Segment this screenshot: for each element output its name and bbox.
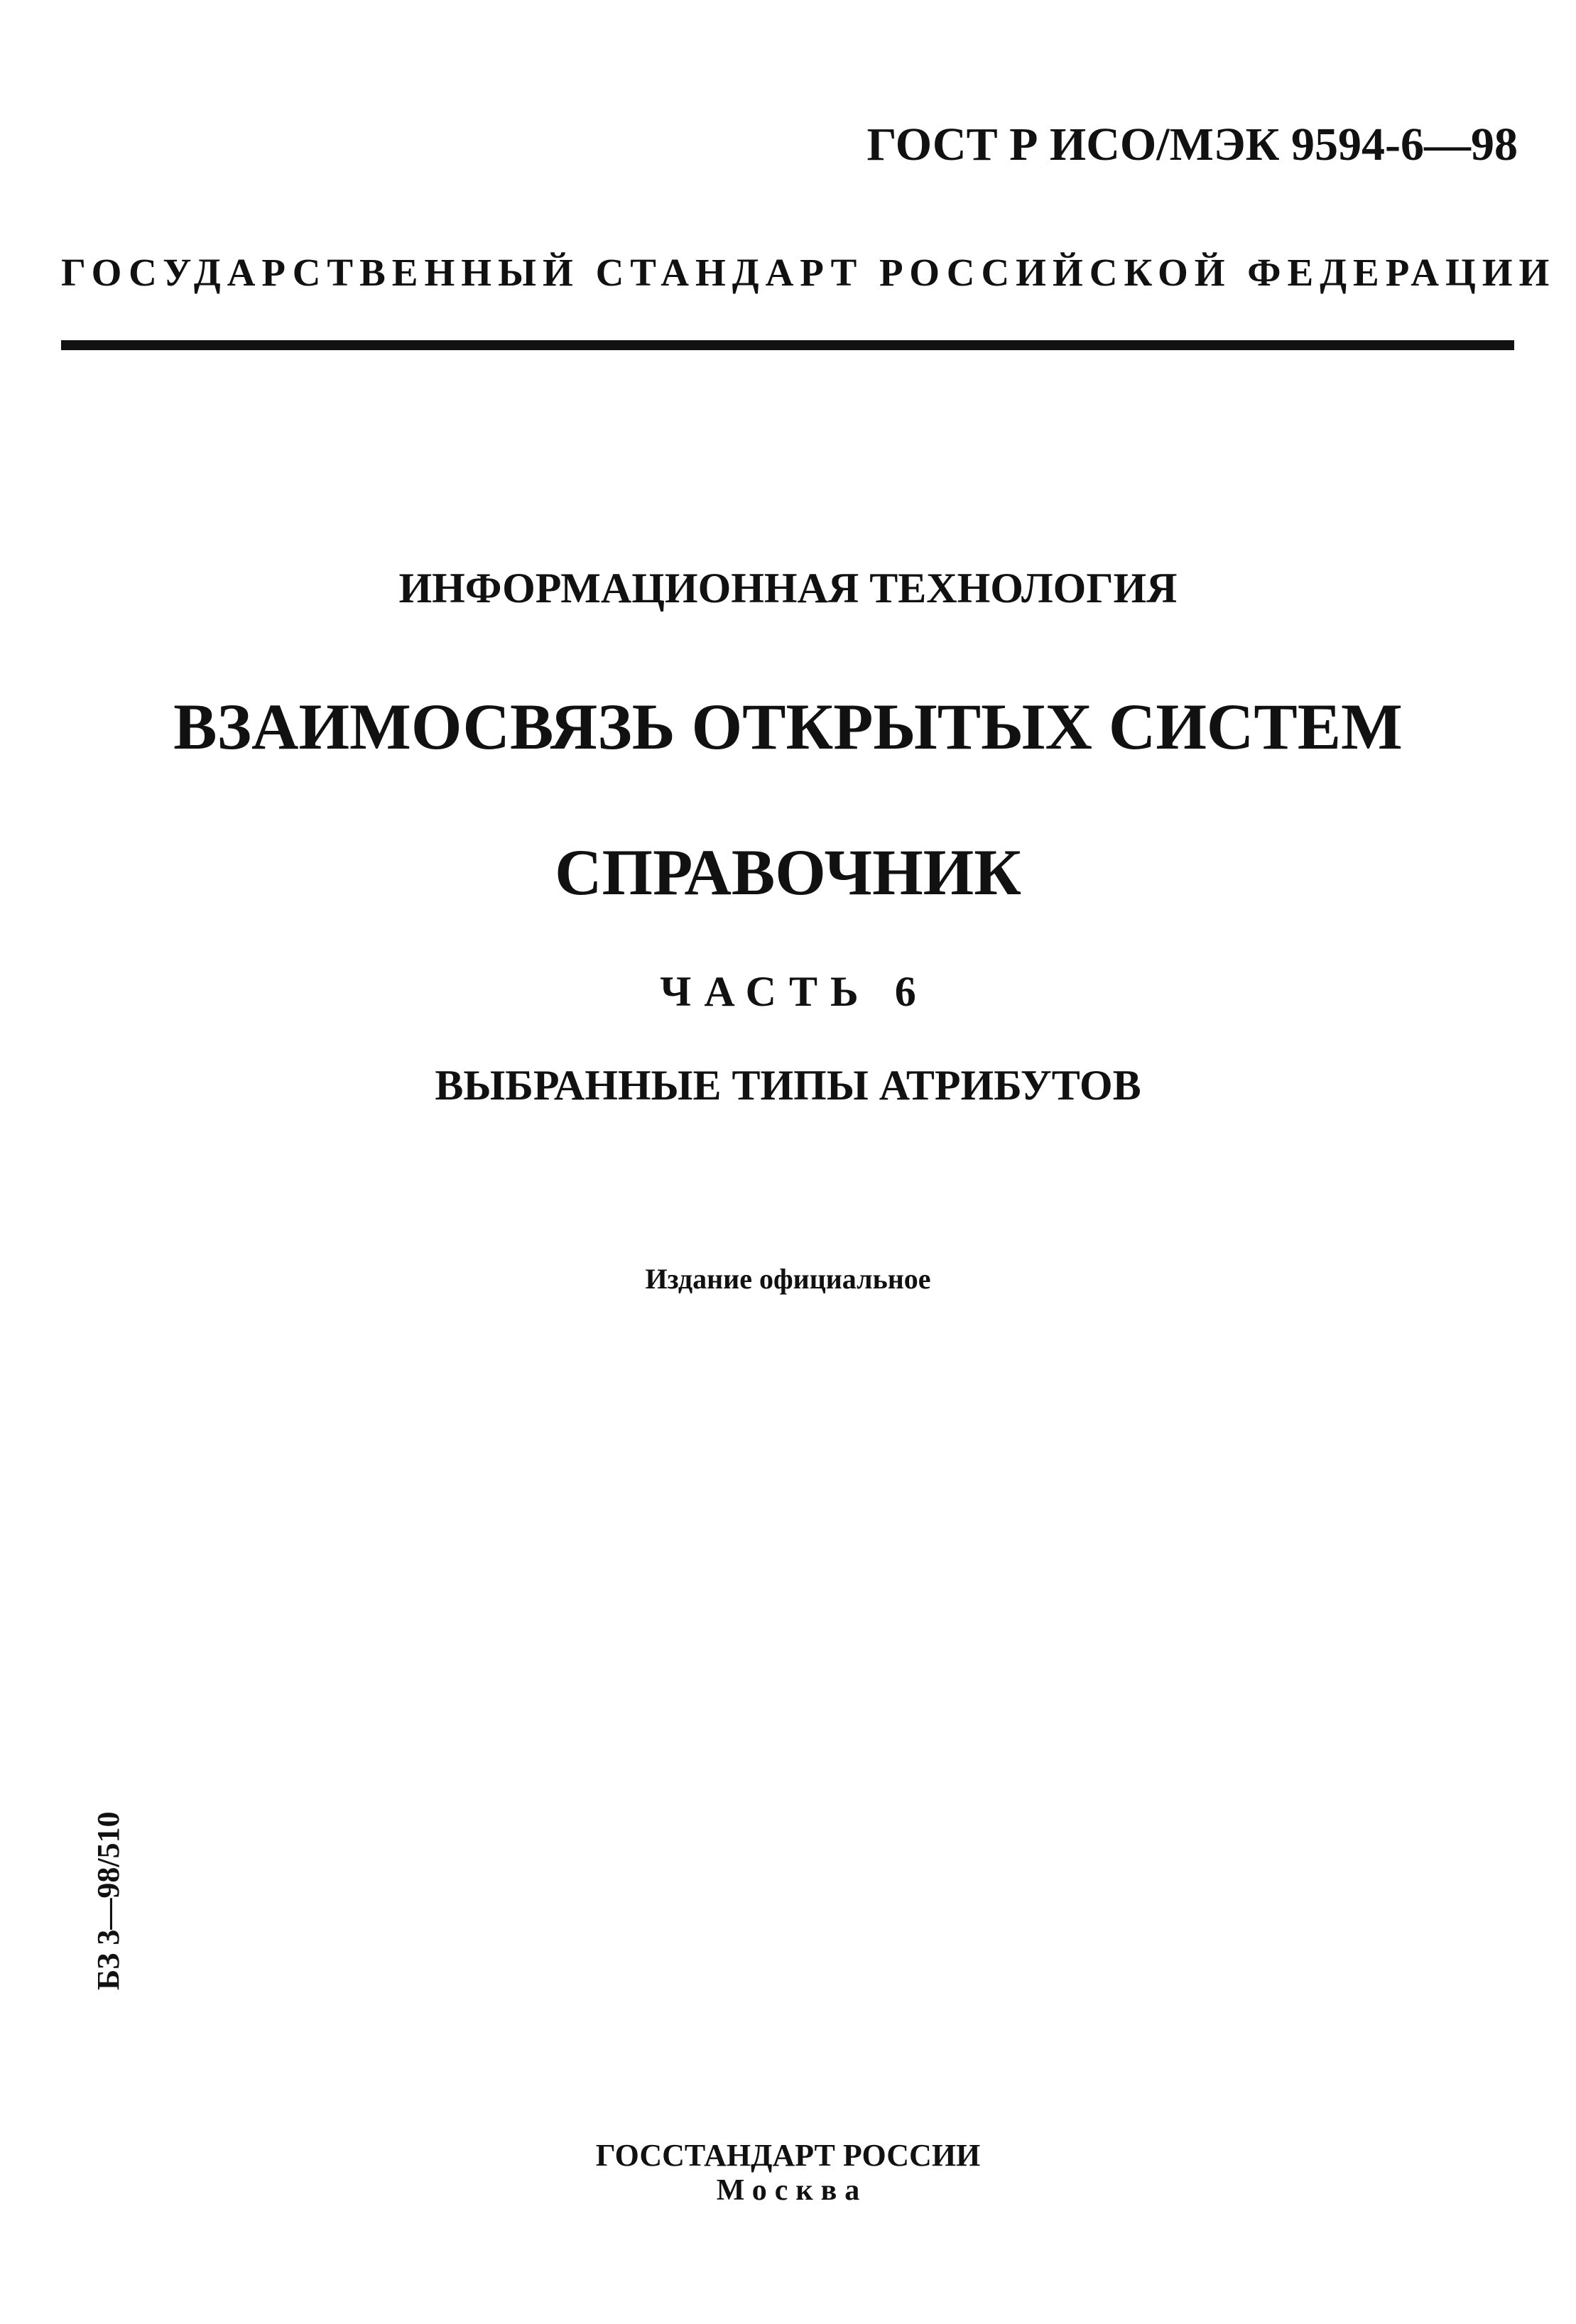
- publisher-city: Москва: [716, 2174, 868, 2207]
- part-number: ЧАСТЬ 6: [660, 968, 929, 1015]
- title-line-1: ИНФОРМАЦИОННАЯ ТЕХНОЛОГИЯ: [398, 565, 1178, 612]
- edition-note: Издание официальное: [645, 1263, 931, 1295]
- standard-designation: ГОСТ Р ИСО/МЭК 9594-6—98: [866, 119, 1518, 170]
- title-line-3: СПРАВОЧНИК: [555, 836, 1021, 908]
- publisher-name: ГОССТАНДАРТ РОССИИ: [595, 2138, 981, 2173]
- header-rule: [61, 340, 1514, 350]
- side-catalog-code: БЗ 3—98/510: [91, 1811, 126, 1990]
- state-standard-heading: ГОСУДАРСТВЕННЫЙ СТАНДАРТ РОССИЙСКОЙ ФЕДЕРАЦИИ: [61, 251, 1556, 294]
- title-line-2: ВЗАИМОСВЯЗЬ ОТКРЫТЫХ СИСТЕМ: [173, 690, 1403, 763]
- part-subtitle: ВЫБРАННЫЕ ТИПЫ АТРИБУТОВ: [435, 1062, 1141, 1109]
